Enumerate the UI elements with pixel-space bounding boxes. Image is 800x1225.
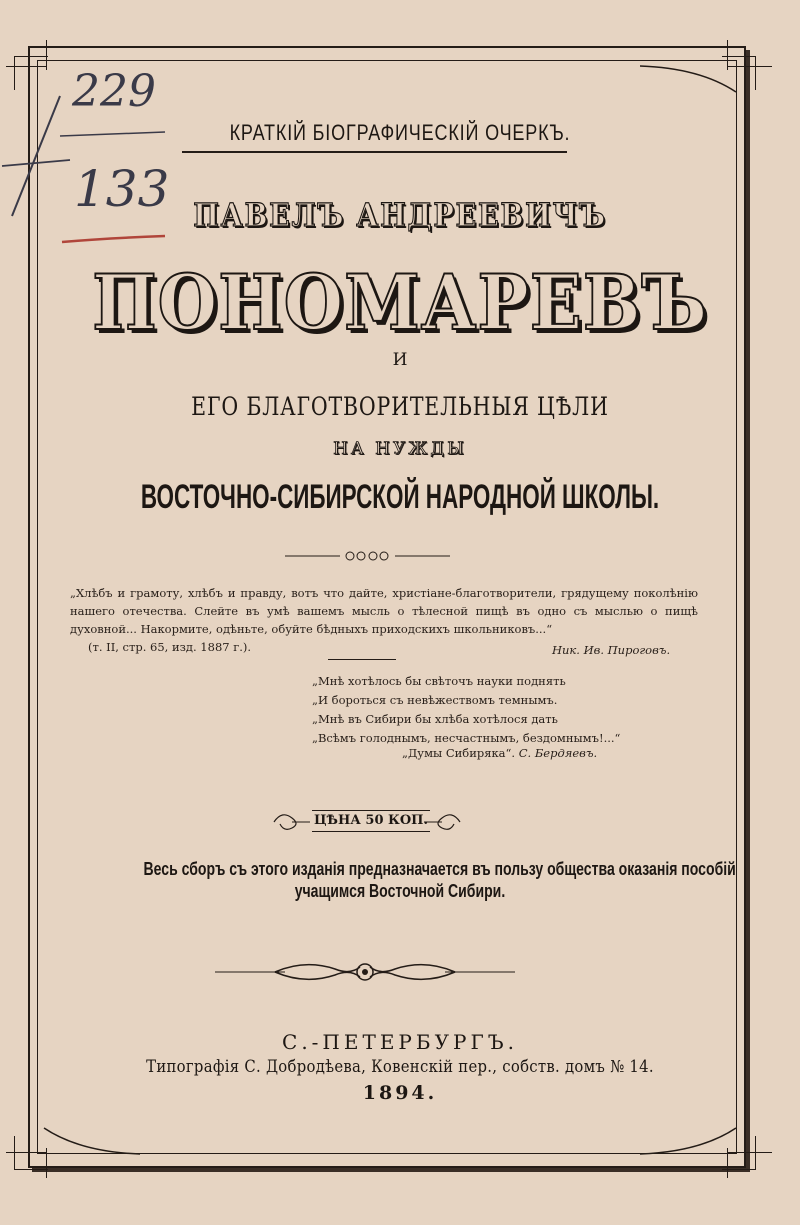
- series-title: КРАТКІЙ БІОГРАФИЧЕСКІЙ ОЧЕРКЪ.: [229, 120, 571, 145]
- epigraph-poem: [312, 672, 672, 748]
- epigraph-pirogov-author: Ник. Ив. Пироговъ.: [552, 643, 671, 657]
- poem-source: „Думы Сибиряка“.: [402, 746, 519, 760]
- proceeds-note-line: Весь сборъ съ этого изданія предназначается въ пользу общества оказанія пособій: [143, 859, 736, 879]
- frame-corner-swoosh: [40, 1126, 140, 1156]
- imprint-printer: Типографія С. Добродѣева, Ковенскій пер., собств. домъ № 14.: [146, 1057, 654, 1076]
- poem-line: „И бороться съ невѣжествомъ темнымъ.: [312, 693, 558, 707]
- epigraph-pirogov-text: „Хлѣбъ и грамоту, хлѣбъ и правду, вотъ что дайте, христіане-благотворители, грядущему поколѣнію нашего отечества. Слейте въ умѣ вашемъ мысль о тѣлесной пищѣ въ одно съ мыслью о пищѣ духовной... Накормите, одѣньте, обуйте бѣдныхъ приходскихъ школьниковъ...“: [70, 586, 698, 636]
- frame-shadow-right: [746, 50, 750, 1170]
- series-underline: [182, 151, 567, 153]
- frame-shadow-bottom: [32, 1168, 750, 1172]
- imprint-year: 1894.: [362, 1082, 438, 1104]
- title-line-charity: ЕГО БЛАГОТВОРИТЕЛЬНЫЯ ЦѢЛИ: [191, 392, 609, 421]
- ornament-flourish: [215, 957, 515, 987]
- poem-line: „Мнѣ въ Сибири бы хлѣба хотѣлося дать: [312, 712, 558, 726]
- ornament-divider: [285, 546, 450, 566]
- poem-citation: [402, 746, 597, 760]
- frame-corner-swoosh: [640, 64, 740, 94]
- poem-line: „Всѣмъ голоднымъ, несчастнымъ, бездомнымъ!...“: [312, 731, 621, 745]
- handwritten-number-top: 229: [72, 66, 156, 117]
- imprint-city: С.-ПЕТЕРБУРГЪ.: [282, 1030, 518, 1054]
- price-label: ЦѢНА 50 КОП.: [312, 810, 430, 832]
- poem-author: С. Бердяевъ.: [518, 746, 598, 760]
- epigraph-pirogov-citation: (т. II, стр. 65, изд. 1887 г.).: [88, 640, 252, 654]
- proceeds-note-line: учащимся Восточной Сибири.: [294, 881, 506, 901]
- title-line-school: ВОСТОЧНО-СИБИРСКОЙ НАРОДНОЙ ШКОЛЫ.: [140, 478, 660, 516]
- frame-corner-swoosh: [640, 1126, 740, 1156]
- epigraph-separator: [328, 659, 396, 660]
- title-line-needs: НА НУЖДЫ: [333, 439, 467, 459]
- author-surname: ПОНОМАРЕВЪ: [92, 258, 708, 347]
- proceeds-note: [60, 858, 740, 902]
- handwritten-number-bottom: 133: [74, 160, 170, 218]
- title-conjunction: И: [392, 350, 408, 370]
- poem-line: „Мнѣ хотѣлось бы свѣточъ науки поднять: [312, 674, 566, 688]
- author-first-name: ПАВЕЛЪ АНДРЕЕВИЧЪ: [193, 196, 607, 234]
